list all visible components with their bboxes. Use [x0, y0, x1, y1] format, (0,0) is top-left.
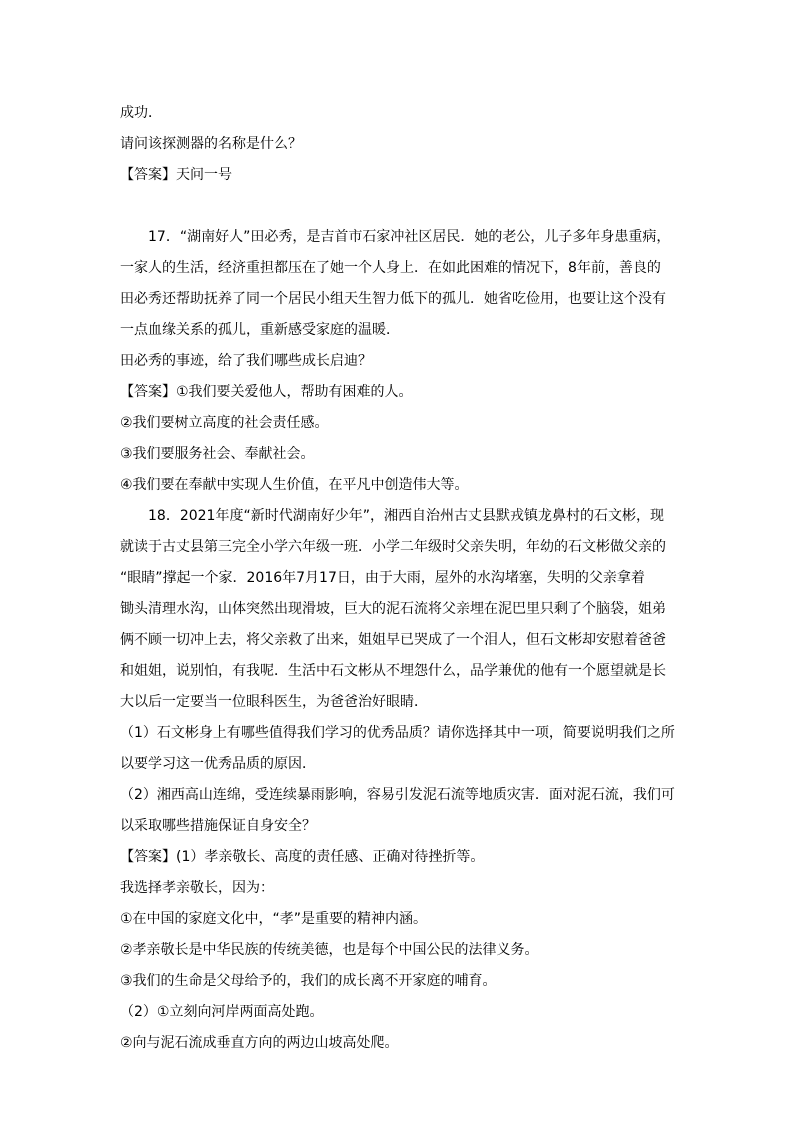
answer-item: ②孝亲敬长是中华民族的传统美德，也是每个中国公民的法律义务。 [120, 942, 539, 958]
answer-text: 【答案】①我们要关爱他人，帮助有困难的人。 [120, 384, 413, 400]
question-17: 17．“湖南好人”田必秀，是吉首市石家冲社区居民．她的老公，儿子多年身患重病， [148, 229, 671, 245]
text-line: “眼睛”撑起一个家．2016年7月17日，由于大雨，屋外的水沟堵塞，失明的父亲拿着 [120, 570, 645, 586]
text-line: 就读于古丈县第三完全小学六年级一班．小学二年级时父亲失明，年幼的石文彬做父亲的 [120, 539, 666, 555]
text-line: 一家人的生活，经济重担都压在了她一个人身上．在如此困难的情况下，8年前，善良的 [120, 260, 661, 276]
question-text: 田必秀的事迹，给了我们哪些成长启迪？ [120, 353, 372, 369]
text-line: 田必秀还帮助抚养了同一个居民小组天生智力低下的孤儿．她省吃俭用，也要让这个没有 [120, 291, 666, 307]
text-line: 成功． [120, 105, 162, 121]
answer-text: 【答案】天问一号 [120, 167, 232, 183]
answer-item: ③我们要服务社会、奉献社会。 [120, 446, 315, 462]
sub-question-1: （1）石文彬身上有哪些值得我们学习的优秀品质？请你选择其中一项，简要说明我们之所 [120, 725, 675, 741]
question-text: 请问该探测器的名称是什么？ [120, 136, 302, 152]
text-line: 一点血缘关系的孤儿，重新感受家庭的温暖． [120, 322, 400, 338]
answer-item: ②我们要树立高度的社会责任感。 [120, 415, 329, 431]
answer-item: ④我们要在奉献中实现人生价值，在平凡中创造伟大等。 [120, 477, 469, 493]
text-line: 大以后一定要当一位眼科医生，为爸爸治好眼睛． [120, 694, 428, 710]
text-line: 俩不顾一切冲上去，将父亲救了出来，姐姐早已哭成了一个泪人，但石文彬却安慰着爸爸 [120, 632, 666, 648]
answer-item: ③我们的生命是父母给予的，我们的成长离不开家庭的哺育。 [120, 973, 497, 989]
answer-item: ②向与泥石流成垂直方向的两边山坡高处爬。 [120, 1035, 399, 1051]
text-line: 锄头清理水沟，山体突然出现滑坡，巨大的泥石流将父亲埋在泥巴里只剩了个脑袋，姐弟 [120, 601, 666, 617]
answer-item: ①在中国的家庭文化中，“孝”是重要的精神内涵。 [120, 911, 428, 927]
answer-text: 【答案】(1）孝亲敬长、高度的责任感、正确对待挫折等。 [120, 849, 485, 865]
text-line: 和姐姐，说别怕，有我呢．生活中石文彬从不埋怨什么，品学兼优的他有一个愿望就是长 [120, 663, 666, 679]
text-line: 以采取哪些措施保证自身安全？ [120, 818, 316, 834]
sub-question-2: （2）湘西高山连绵，受连续暴雨影响，容易引发泥石流等地质灾害．面对泥石流，我们可 [120, 787, 675, 803]
answer-item: （2）①立刻向河岸两面高处跑。 [120, 1004, 324, 1020]
question-18: 18．2021年度“新时代湖南好少年”，湘西自治州古丈县默戎镇龙鼻村的石文彬，现 [148, 508, 664, 524]
text-line: 以要学习这一优秀品质的原因． [120, 756, 316, 772]
answer-item: 我选择孝亲敬长，因为： [120, 880, 274, 896]
